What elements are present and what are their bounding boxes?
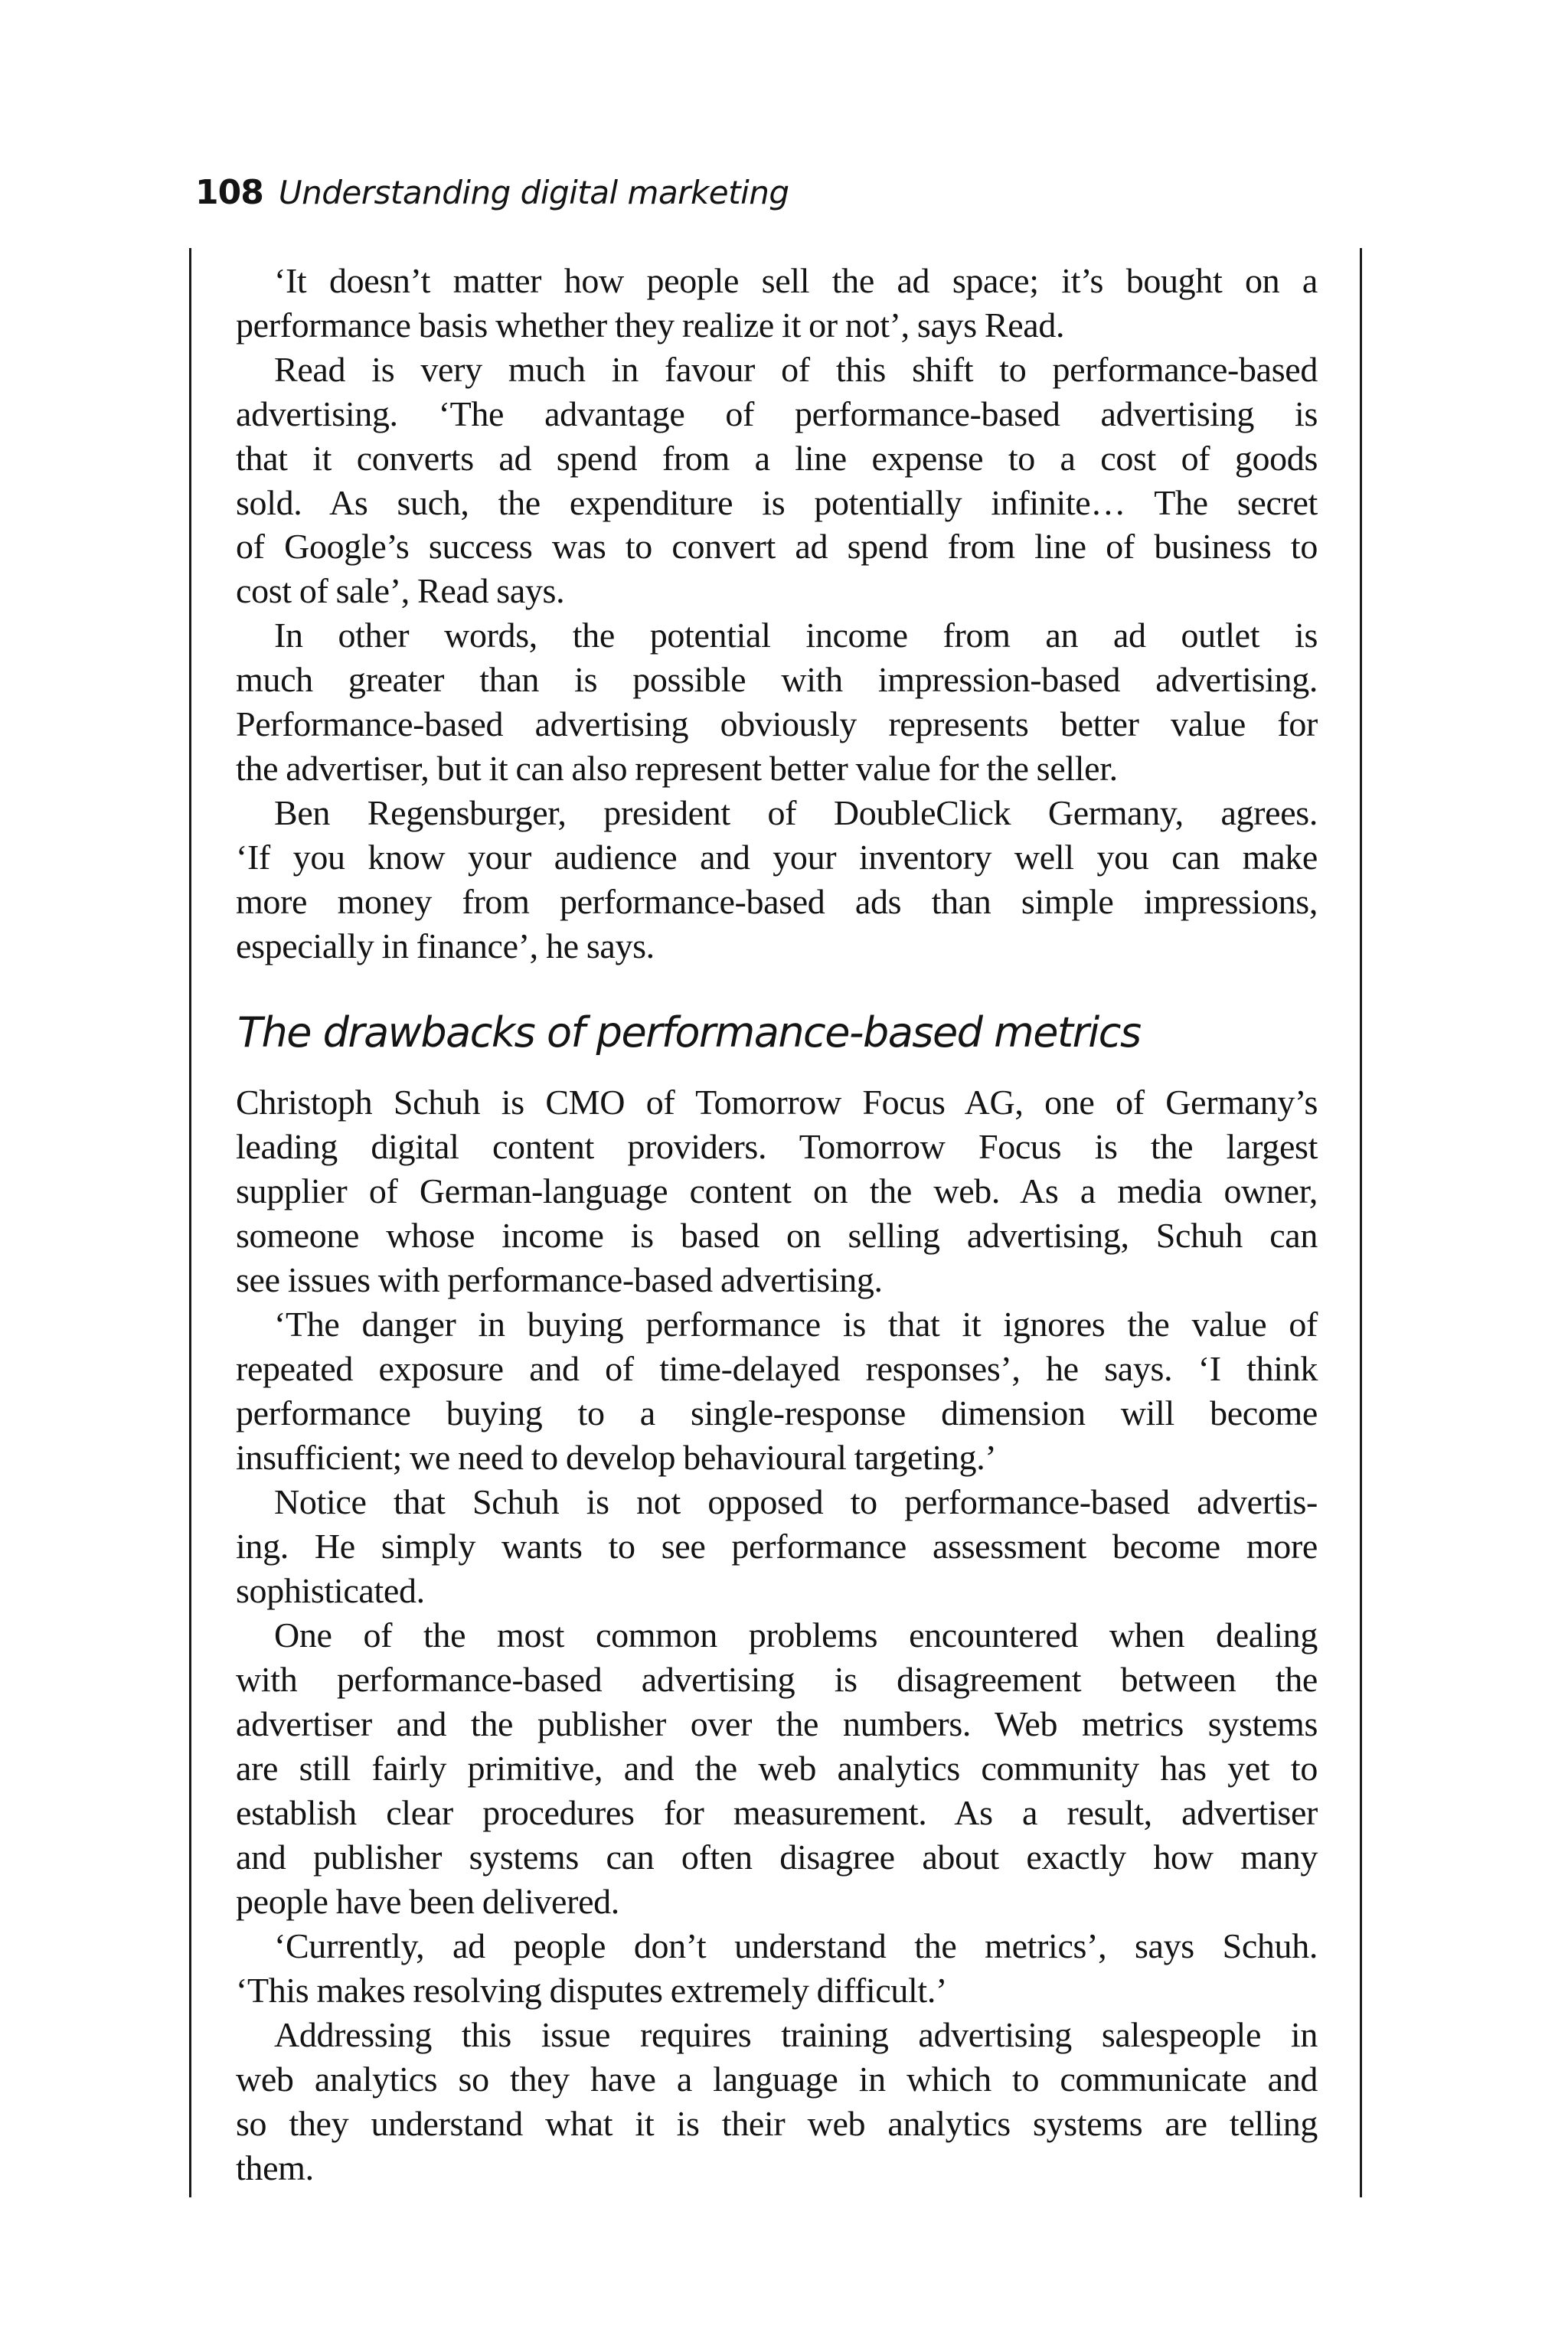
text-line: Christoph Schuh is CMO of Tomorrow Focus AG, one of Germany’s (236, 1083, 1318, 1122)
text-line: them. (236, 2148, 314, 2187)
text-line: are still fairly primitive, and the web analytics community has yet to (236, 1749, 1318, 1788)
text-line: ‘Currently, ad people don’t understand the metrics’, says Schuh. (274, 1926, 1318, 1965)
text-line: advertiser and the publisher over the numbers. Web metrics systems (236, 1704, 1318, 1743)
text-line: In other words, the potential income from an ad outlet is (274, 616, 1318, 655)
text-line: Notice that Schuh is not opposed to performance-based advertis- (274, 1482, 1318, 1521)
text-line: with performance-based advertising is disagreement between the (236, 1660, 1318, 1699)
left-margin-rule (189, 248, 191, 2197)
text-line: so they understand what it is their web analytics systems are telling (236, 2104, 1318, 2143)
text-line: especially in finance’, he says. (236, 926, 655, 965)
text-line: someone whose income is based on selling advertising, Schuh can (236, 1216, 1318, 1255)
text-line: ‘The danger in buying performance is that it ignores the value of (274, 1305, 1318, 1344)
text-line: supplier of German-language content on the web. As a media owner, (236, 1171, 1318, 1210)
text-line: ‘This makes resolving disputes extremely difficult.’ (236, 1971, 947, 2010)
text-line: advertising. ‘The advantage of performance-based advertising is (236, 394, 1318, 433)
section-heading: The drawbacks of performance-based metrics (237, 1008, 1141, 1057)
text-line: much greater than is possible with impression-based advertising. (236, 660, 1318, 700)
text-line: ing. He simply wants to see performance assessment become more (236, 1527, 1318, 1566)
text-line: cost of sale’, Read says. (236, 571, 565, 611)
text-line: Addressing this issue requires training advertising salespeople in (274, 2015, 1318, 2054)
text-line: Performance-based advertising obviously represents better value for (236, 704, 1318, 743)
text-line: Ben Regensburger, president of DoubleClick Germany, agrees. (274, 792, 1318, 832)
chapter-title: Understanding digital marketing (278, 174, 789, 211)
text-line: insufficient; we need to develop behavioural targeting.’ (236, 1438, 997, 1477)
text-line: the advertiser, but it can also represent better value for the seller. (236, 748, 1118, 788)
text-line: that it converts ad spend from a line expense to a cost of goods (236, 438, 1318, 478)
text-line: web analytics so they have a language in which to communicate and (236, 2060, 1318, 2099)
text-line: see issues with performance-based advertising. (236, 1260, 883, 1299)
text-line: performance buying to a single-response dimension will become (236, 1393, 1318, 1432)
running-header (195, 170, 789, 216)
text-line: sophisticated. (236, 1571, 425, 1610)
page-number: 108 (195, 173, 263, 212)
text-line: of Google’s success was to convert ad spend from line of business to (236, 527, 1318, 567)
text-line: sold. As such, the expenditure is potentially infinite… The secret (236, 482, 1318, 522)
right-margin-rule (1360, 248, 1362, 2197)
text-line: and publisher systems can often disagree about exactly how many (236, 1838, 1318, 1877)
text-line: people have been delivered. (236, 1882, 619, 1921)
text-line: ‘It doesn’t matter how people sell the ad space; it’s bought on a (274, 261, 1318, 300)
text-line: repeated exposure and of time-delayed responses’, he says. ‘I think (236, 1349, 1318, 1388)
text-line: performance basis whether they realize it or not’, says Read. (236, 305, 1065, 345)
text-line: ‘If you know your audience and your inventory well you can make (236, 837, 1318, 877)
text-line: One of the most common problems encountered when dealing (274, 1615, 1318, 1655)
text-line: establish clear procedures for measurement. As a result, advertiser (236, 1793, 1318, 1832)
text-line: leading digital content providers. Tomorrow Focus is the largest (236, 1127, 1318, 1166)
text-line: more money from performance-based ads than simple impressions, (236, 881, 1318, 921)
text-line: Read is very much in favour of this shift to performance-based (274, 349, 1318, 389)
